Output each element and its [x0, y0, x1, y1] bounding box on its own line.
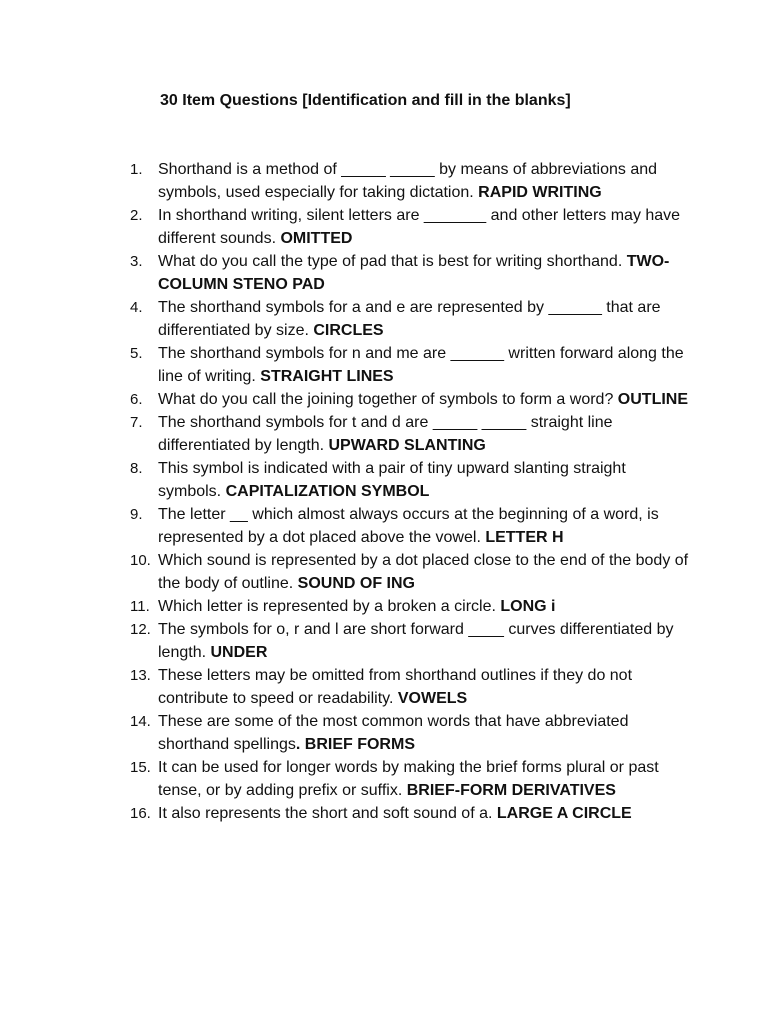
question-text: What do you call the type of pad that is best for writing shorthand. [158, 253, 627, 270]
question-answer: UPWARD SLANTING [328, 437, 486, 454]
question-item [130, 342, 690, 388]
question-item [130, 250, 690, 296]
question-text: It also represents the short and soft sound of a. [158, 805, 497, 822]
question-answer: OUTLINE [617, 391, 689, 408]
question-answer: STRAIGHT LINES [260, 368, 394, 385]
question-answer: UNDER [210, 644, 268, 661]
question-answer: TWO-COLUMN STENO PAD [158, 253, 670, 293]
question-item [130, 549, 693, 595]
question-item [130, 457, 690, 503]
question-number: 16. [130, 805, 151, 822]
question-number: 3. [130, 253, 143, 270]
question-answer: OMITTED [280, 230, 353, 247]
question-number: 6. [130, 391, 143, 408]
page-title: 30 Item Questions [Identification and fill in the blanks] [160, 92, 571, 109]
question-answer: RAPID WRITING [478, 184, 602, 201]
question-number: 5. [130, 345, 143, 362]
question-number: 8. [130, 460, 143, 477]
question-number: 1. [130, 161, 143, 178]
question-number: 14. [130, 713, 151, 730]
question-number: 11. [130, 598, 150, 615]
question-item [130, 158, 690, 204]
question-number: 10. [130, 552, 151, 569]
question-number: 13. [130, 667, 151, 684]
question-answer: LARGE A CIRCLE [496, 805, 632, 822]
question-item [130, 618, 690, 664]
question-item [130, 710, 690, 756]
question-number: 9. [130, 506, 143, 523]
question-text: In shorthand writing, silent letters are _______ and other letters may have different sounds. [158, 207, 685, 247]
question-item [130, 802, 690, 825]
question-item [130, 296, 690, 342]
question-item [130, 204, 690, 250]
question-text: The shorthand symbols for a and e are represented by ______ that are differentiated by size. [158, 299, 665, 339]
question-text: It can be used for longer words by making the brief forms plural or past tense, or by adding prefix or suffix. [158, 759, 664, 799]
question-item [130, 664, 690, 710]
question-text: These are some of the most common words that have abbreviated shorthand spellings [158, 713, 633, 753]
question-item [130, 503, 690, 549]
question-answer: CAPITALIZATION SYMBOL [225, 483, 430, 500]
question-number: 4. [130, 299, 143, 316]
question-text: Which letter is represented by a broken a circle. [158, 598, 501, 615]
question-text: What do you call the joining together of symbols to form a word? [158, 391, 618, 408]
question-text: The letter __ which almost always occurs at the beginning of a word, is represented by a dot placed above the vowel. [158, 506, 664, 546]
question-answer: VOWELS [397, 690, 468, 707]
question-item [130, 411, 690, 457]
question-text: These letters may be omitted from shorthand outlines if they do not contribute to speed or readability. [158, 667, 637, 707]
question-answer: CIRCLES [313, 322, 384, 339]
question-item [130, 756, 690, 802]
question-text: Shorthand is a method of _____ _____ by means of abbreviations and symbols, used especially for taking dictation. [158, 161, 662, 201]
question-text: The shorthand symbols for t and d are _____ _____ straight line differentiated by length. [158, 414, 617, 454]
question-number: 7. [130, 414, 143, 431]
question-text: Which sound is represented by a dot placed close to the end of the body of the body of outline. [158, 552, 693, 592]
question-list [130, 158, 693, 825]
question-text: This symbol is indicated with a pair of tiny upward slanting straight symbols. [158, 460, 631, 500]
question-item [130, 595, 690, 618]
question-text: The shorthand symbols for n and me are ______ written forward along the line of writing. [158, 345, 689, 385]
question-number: 2. [130, 207, 143, 224]
question-answer: BRIEF-FORM DERIVATIVES [406, 782, 616, 799]
question-answer: LETTER H [485, 529, 564, 546]
question-number: 12. [130, 621, 151, 638]
question-answer: . BRIEF FORMS [295, 736, 415, 753]
question-answer: LONG i [500, 598, 556, 615]
question-item [130, 388, 690, 411]
question-number: 15. [130, 759, 151, 776]
question-answer: SOUND OF ING [297, 575, 415, 592]
question-text: The symbols for o, r and l are short forward ____ curves differentiated by length. [158, 621, 678, 661]
